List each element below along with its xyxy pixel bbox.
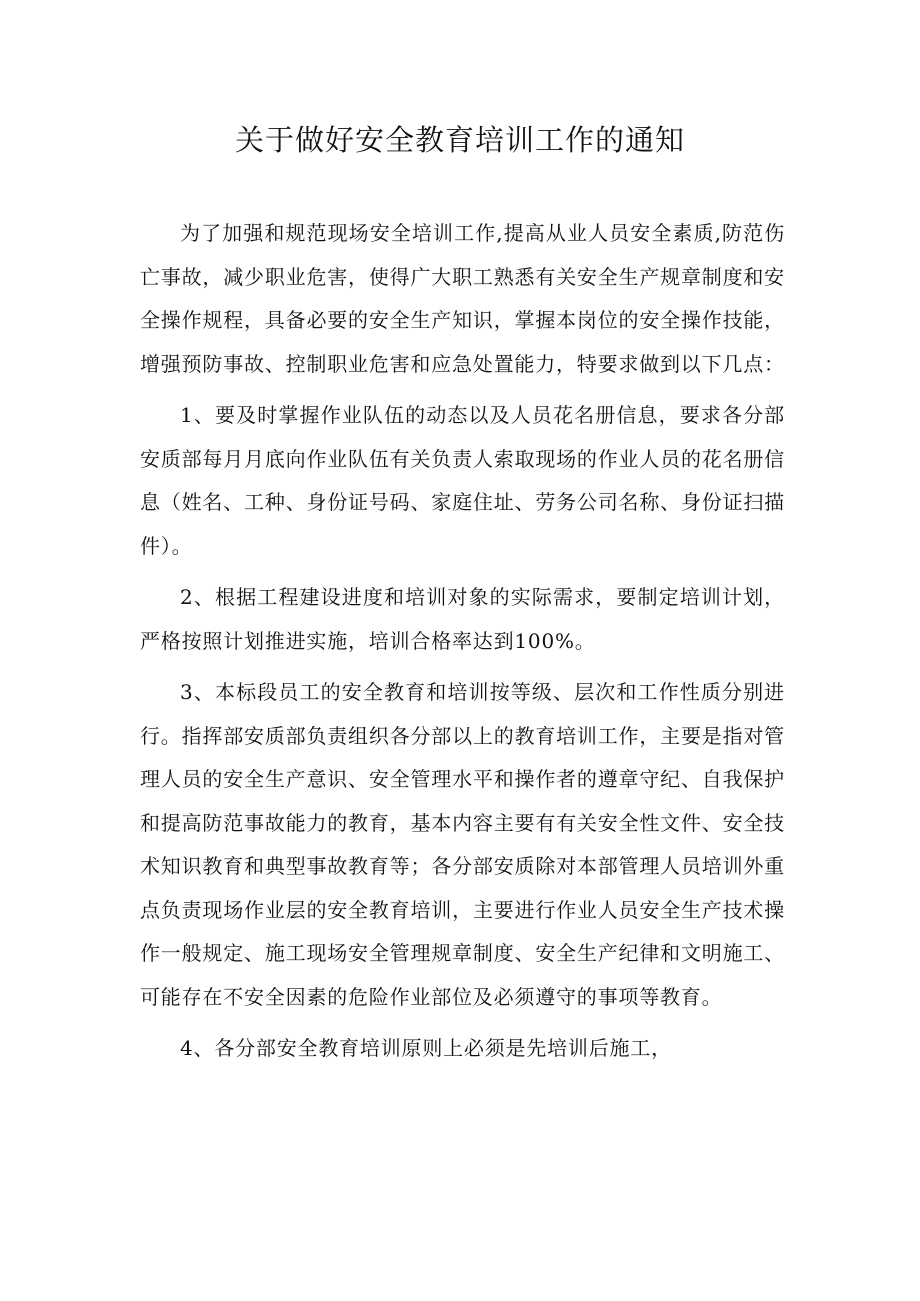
document-body (140, 212, 785, 1079)
document-title: 关于做好安全教育培训工作的通知 (234, 123, 685, 157)
paragraph-item-4: 4、各分部安全教育培训原则上必须是先培训后施工， (180, 1036, 672, 1060)
paragraph-item-2: 2、根据工程建设进度和培训对象的实际需求，要制定培训计划，严格按照计划推进实施，培训合格率达到100%。 (140, 585, 785, 653)
paragraph-item-1: 1、要及时掌握作业队伍的动态以及人员花名册信息，要求各分部安质部每月月底向作业队伍有关负责人索取现场的作业人员的花名册信息（姓名、工种、身份证号码、家庭住址、劳务公司名称、身份证扫描件）。 (140, 403, 785, 558)
paragraph-item-3: 3、本标段员工的安全教育和培训按等级、层次和工作性质分别进行。指挥部安质部负责组织各分部以上的教育培训工作，主要是指对管理人员的安全生产意识、安全管理水平和操作者的遵章守纪、自我保护和提高防范事故能力的教育，基本内容主要有有关安全性文件、安全技术知识教育和典型事故教育等；各分部安质除对本部管理人员培训外重点负责现场作业层的安全教育培训，主要进行作业人员安全生产技术操作一般规定、施工现场安全管理规章制度、安全生产纪律和文明施工、可能存在不安全因素的危险作业部位及必须遵守的事项等教育。 (140, 680, 785, 1009)
paragraph-intro: 为了加强和规范现场安全培训工作,提高从业人员安全素质,防范伤亡事故，减少职业危害，使得广大职工熟悉有关安全生产规章制度和安全操作规程，具备必要的安全生产知识，掌握本岗位的安全操作技能，增强预防事故、控制职业危害和应急处置能力，特要求做到以下几点： (140, 221, 785, 376)
